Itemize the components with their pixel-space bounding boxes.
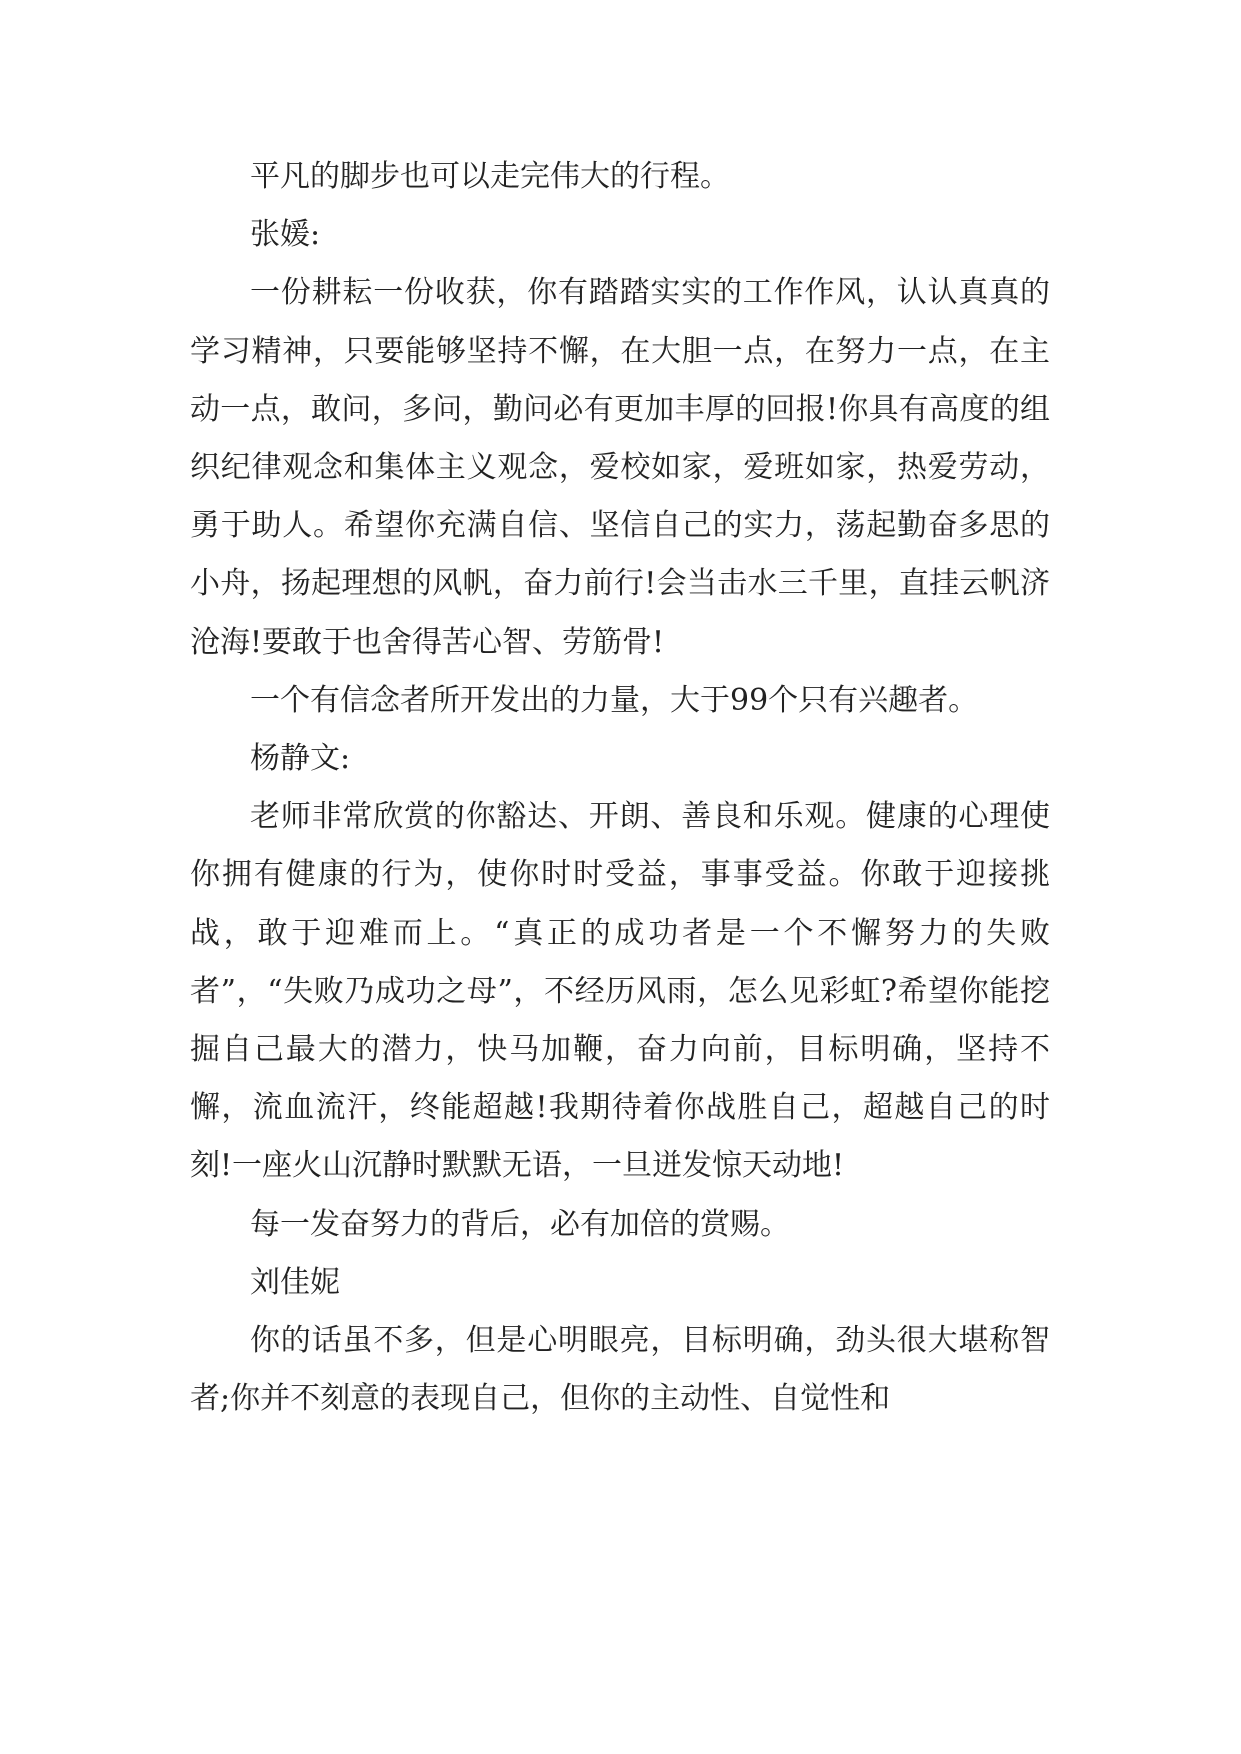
paragraph: 平凡的脚步也可以走完伟大的行程。 xyxy=(250,159,730,194)
paragraph: 老师非常欣赏的你豁达、开朗、善良和乐观。健康的心理使你拥有健康的行为，使你时时受益，事事受益。你敢于迎接挑战，敢于迎难而上。“真正的成功者是一个不懈努力的失败者”，“失败乃成功之母”，不经历风雨，怎么见彩虹?希望你能挖掘自己最大的潜力，快马加鞭，奋力向前，目标明确，坚持不懈，流血流汗，终能超越!我期待着你战胜自己，超越自己的时刻!一座火山沉静时默默无语，一旦迸发惊天动地! xyxy=(190,799,1050,1184)
recipient-name: 张媛: xyxy=(250,217,321,253)
recipient-name: 杨静文: xyxy=(250,741,351,777)
paragraph: 你的话虽不多，但是心明眼亮，目标明确，劲头很大堪称智者;你并不刻意的表现自己，但你的主动性、自觉性和 xyxy=(190,1323,1050,1417)
paragraph: 每一发奋努力的背后，必有加倍的赏赐。 xyxy=(250,1206,790,1242)
document-body xyxy=(190,148,1050,1428)
recipient-name: 刘佳妮 xyxy=(250,1264,340,1300)
paragraph: 一个有信念者所开发出的力量，大于99个只有兴趣者。 xyxy=(250,682,979,718)
paragraph: 一份耕耘一份收获，你有踏踏实实的工作作风，认认真真的学习精神，只要能够坚持不懈，在大胆一点，在努力一点，在主动一点，敢问，多问，勤问必有更加丰厚的回报!你具有高度的组织纪律观念和集体主义观念，爱校如家，爱班如家，热爱劳动，勇于助人。希望你充满自信、坚信自己的实力，荡起勤奋多思的小舟，扬起理想的风帆，奋力前行!会当击水三千里，直挂云帆济沧海!要敢于也舍得苦心智、劳筋骨! xyxy=(190,275,1050,660)
